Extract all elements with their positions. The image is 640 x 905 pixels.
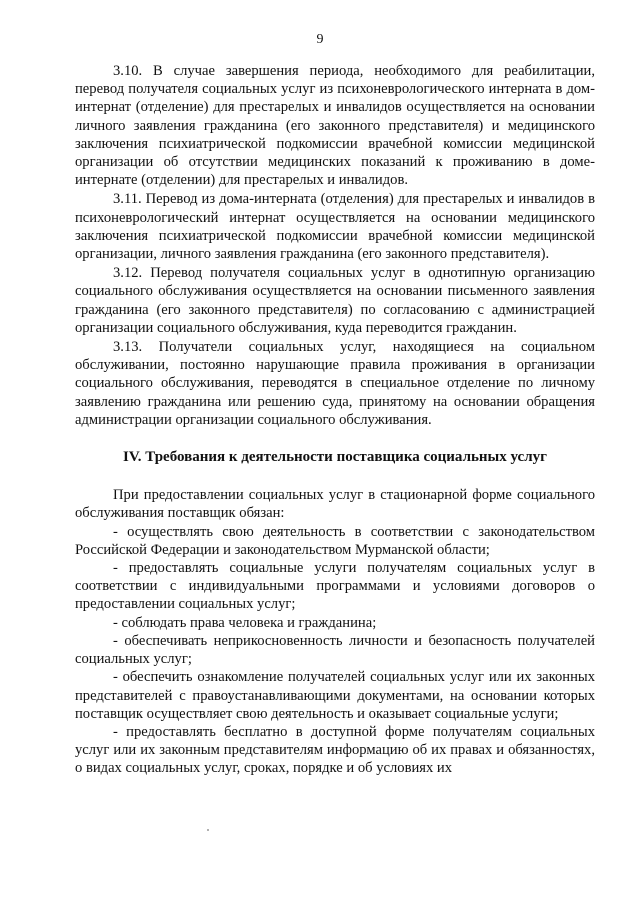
- paragraph-3-11: 3.11. Перевод из дома-интерната (отделения) для престарелых и инвалидов в психоневрологический интернат осуществляется на основании медицинского заключения психиатрической подкомиссии врачебной комиссии медицинской организации, личного заявления гражданина (его законного представителя).: [75, 191, 595, 263]
- section-lead-paragraph: При предоставлении социальных услуг в стационарной форме социального обслуживания поставщик обязан:: [75, 487, 595, 522]
- section-heading: IV. Требования к деятельности поставщика социальных услуг: [123, 449, 547, 466]
- list-item: - соблюдать права человека и гражданина;: [113, 614, 377, 631]
- document-body: [75, 62, 595, 778]
- paragraph-3-12: 3.12. Перевод получателя социальных услуг в однотипную организацию социального обслуживания осуществляется на основании письменного заявления гражданина (его законного представителя) по согласованию с администрацией организации социального обслуживания, куда переводится гражданин.: [75, 265, 595, 336]
- paragraph-3-10: 3.10. В случае завершения периода, необходимого для реабилитации, перевод получателя социальных услуг из психоневрологического интерната в дом-интернат (отделение) для престарелых и инвалидов осуществляется на основании личного заявления гражданина (его законного представителя) и медицинского заключения психиатрической подкомиссии врачебной комиссии медицинской организации об отсутствии медицинских показаний к проживанию в доме-интернате (отделении) для престарелых и инвалидов.: [75, 63, 595, 189]
- list-item: - осуществлять свою деятельность в соответствии с законодательством Российской Федерации и законодательством Мурманской области;: [75, 523, 595, 558]
- list-item: - предоставлять бесплатно в доступной форме получателям социальных услуг или их законным представителям информацию об их правах и обязанностях, о видах социальных услуг, сроках, порядке и об условиях их: [75, 723, 595, 777]
- list-item: - предоставлять социальные услуги получателям социальных услуг в соответствии с индивидуальными программами и условиями договоров о предоставлении социальных услуг;: [75, 560, 595, 613]
- scan-speck: [207, 829, 209, 831]
- paragraph-3-13: 3.13. Получатели социальных услуг, находящиеся на социальном обслуживании, постоянно нарушающие правила проживания в организации социального обслуживания, переводятся в специальное отделение по личному заявлению гражданина или решению суда, принятому на основании обращения администрации организации социального обслуживания.: [75, 339, 595, 428]
- page-number: 9: [316, 32, 324, 47]
- list-item: - обеспечить ознакомление получателей социальных услуг или их законных представителей с правоустанавливающими документами, на основании которых поставщик осуществляет свою деятельность и оказывает социальные услуги;: [75, 669, 595, 722]
- list-item: - обеспечивать неприкосновенность личности и безопасность получателей социальных услуг;: [75, 632, 595, 668]
